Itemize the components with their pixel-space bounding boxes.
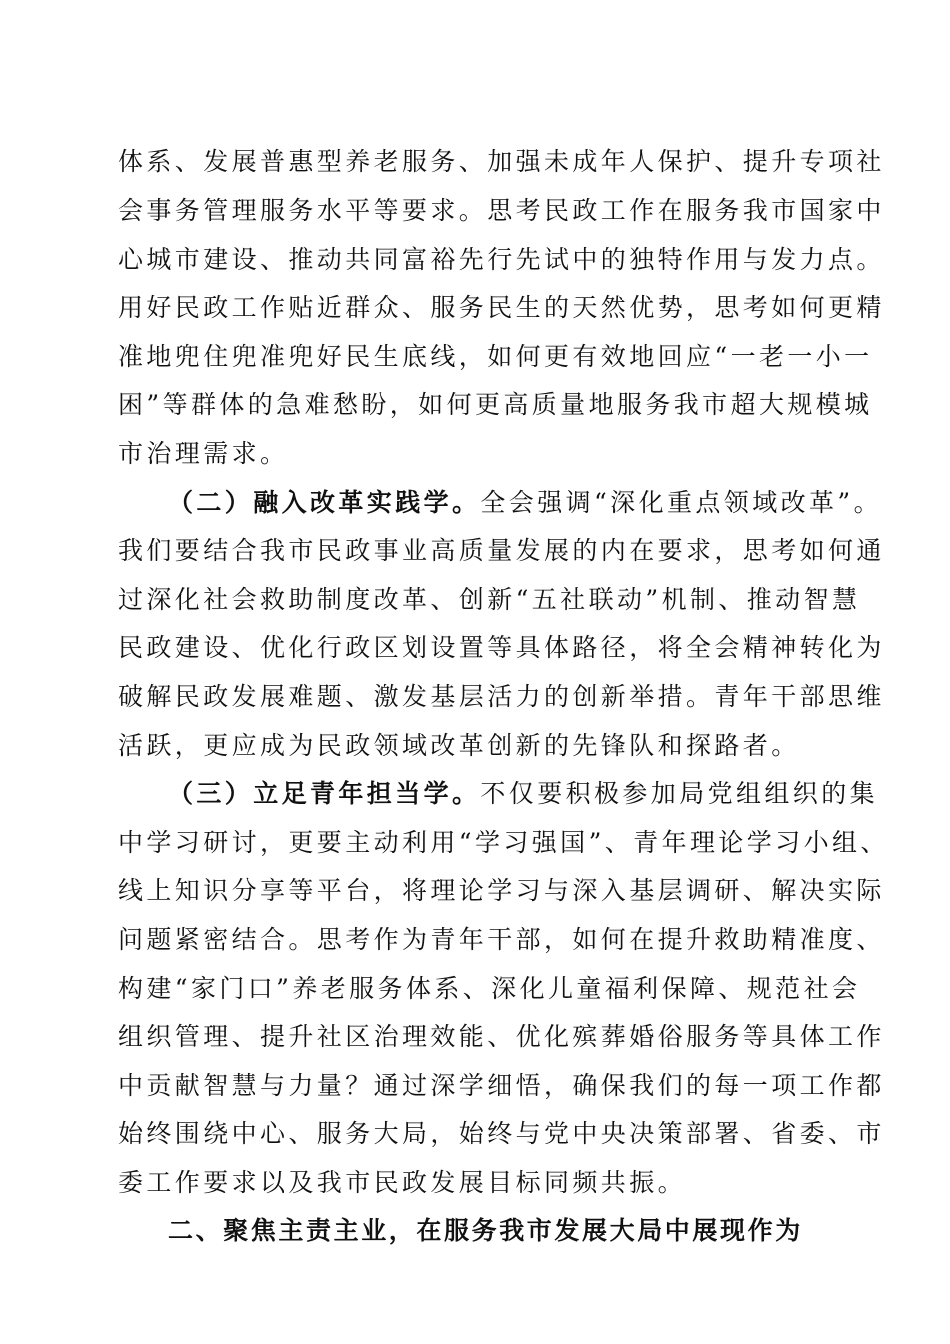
- paragraph-3-bold-lead: （三）立足青年担当学。: [168, 779, 481, 808]
- paragraph-2-bold-lead: （二）融入改革实践学。: [168, 488, 481, 517]
- paragraph-2-line-3: 过深化社会救助制度改革、创新“五社联动”机制、推动智慧: [118, 585, 861, 614]
- paragraph-2-line-1: [168, 488, 882, 518]
- paragraph-3-line-7: 中贡献智慧与力量？通过深学细悟，确保我们的每一项工作都: [118, 1071, 885, 1100]
- paragraph-3-line-9: 委工作要求以及我市民政发展目标同频共振。: [118, 1168, 687, 1197]
- section-heading: 二、聚焦主责主业，在服务我市发展大局中展现作为: [168, 1216, 803, 1245]
- paragraph-3-first-line-rest: 不仅要积极参加局党组组织的集: [480, 779, 879, 808]
- paragraph-2-line-4: 民政建设、优化行政区划设置等具体路径，将全会精神转化为: [118, 633, 885, 662]
- paragraph-2-line-6: 活跃，更应成为民政领域改革创新的先锋队和探路者。: [118, 731, 800, 760]
- paragraph-2-line-2: 我们要结合我市民政事业高质量发展的内在要求，思考如何通: [118, 536, 885, 565]
- paragraph-2-first-line-rest: 全会强调“深化重点领域改革”。: [480, 488, 882, 517]
- paragraph-3-line-4: 问题紧密结合。思考作为青年干部，如何在提升救助精准度、: [118, 925, 885, 954]
- paragraph-1-line-5: 准地兜住兜准兜好民生底线，如何更有效地回应“一老一小一: [118, 342, 873, 371]
- paragraph-1-line-2: 会事务管理服务水平等要求。思考民政工作在服务我市国家中: [118, 196, 885, 225]
- paragraph-1-line-3: 心城市建设、推动共同富裕先行先试中的独特作用与发力点。: [118, 245, 885, 274]
- paragraph-1-line-7: 市治理需求。: [118, 439, 289, 468]
- paragraph-1-line-1: 体系、发展普惠型养老服务、加强未成年人保护、提升专项社: [118, 147, 885, 176]
- paragraph-1-line-4: 用好民政工作贴近群众、服务民生的天然优势，思考如何更精: [118, 293, 885, 322]
- paragraph-3-line-5: 构建“家门口”养老服务体系、深化儿童福利保障、规范社会: [118, 974, 861, 1003]
- paragraph-3-line-6: 组织管理、提升社区治理效能、优化殡葬婚俗服务等具体工作: [118, 1022, 885, 1051]
- paragraph-3-line-2: 中学习研讨，更要主动利用“学习强国”、青年理论学习小组、: [118, 828, 889, 857]
- paragraph-3-line-8: 始终围绕中心、服务大局，始终与党中央决策部署、省委、市: [118, 1119, 885, 1148]
- paragraph-3-line-1: [168, 779, 878, 809]
- paragraph-2-line-5: 破解民政发展难题、激发基层活力的创新举措。青年干部思维: [118, 682, 885, 711]
- paragraph-3-line-3: 线上知识分享等平台，将理论学习与深入基层调研、解决实际: [118, 876, 885, 905]
- paragraph-1-line-6: 困”等群体的急难愁盼，如何更高质量地服务我市超大规模城: [118, 390, 873, 419]
